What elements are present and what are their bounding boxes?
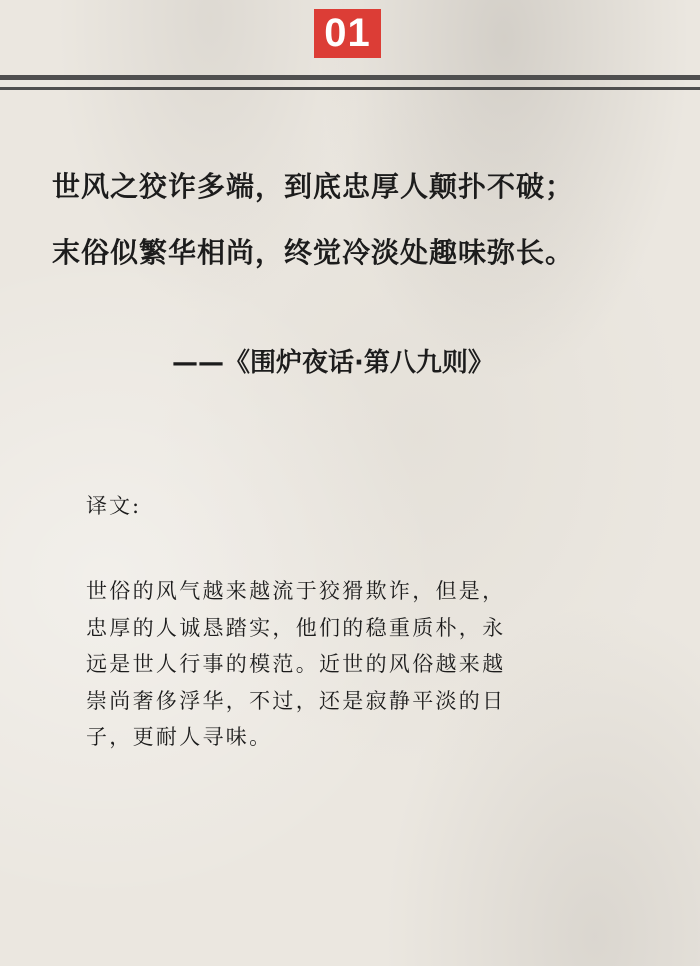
- quote-line-2: 末俗似繁华相尚，终觉冷淡处趣味弥长。: [52, 236, 575, 269]
- quote-line-1: 世风之狡诈多端，到底忠厚人颠扑不破；: [52, 170, 575, 203]
- translation-body: [86, 573, 656, 756]
- quote-source: ——《围炉夜话·第八九则》: [172, 348, 494, 378]
- translation-label: 译文:: [86, 494, 142, 518]
- translation-line-3: 远是世人行事的模范。近世的风俗越来越: [86, 652, 506, 677]
- header-divider-thin: [0, 87, 700, 90]
- translation-line-4: 崇尚奢侈浮华，不过，还是寂静平淡的日: [86, 688, 506, 713]
- translation-line-5: 子，更耐人寻味。: [86, 725, 273, 750]
- translation-line-2: 忠厚的人诚恳踏实，他们的稳重质朴，永: [86, 615, 506, 640]
- header-divider-thick: [0, 75, 700, 80]
- section-number-badge: 01: [314, 9, 381, 58]
- translation-line-1: 世俗的风气越来越流于狡猾欺诈，但是，: [86, 579, 506, 603]
